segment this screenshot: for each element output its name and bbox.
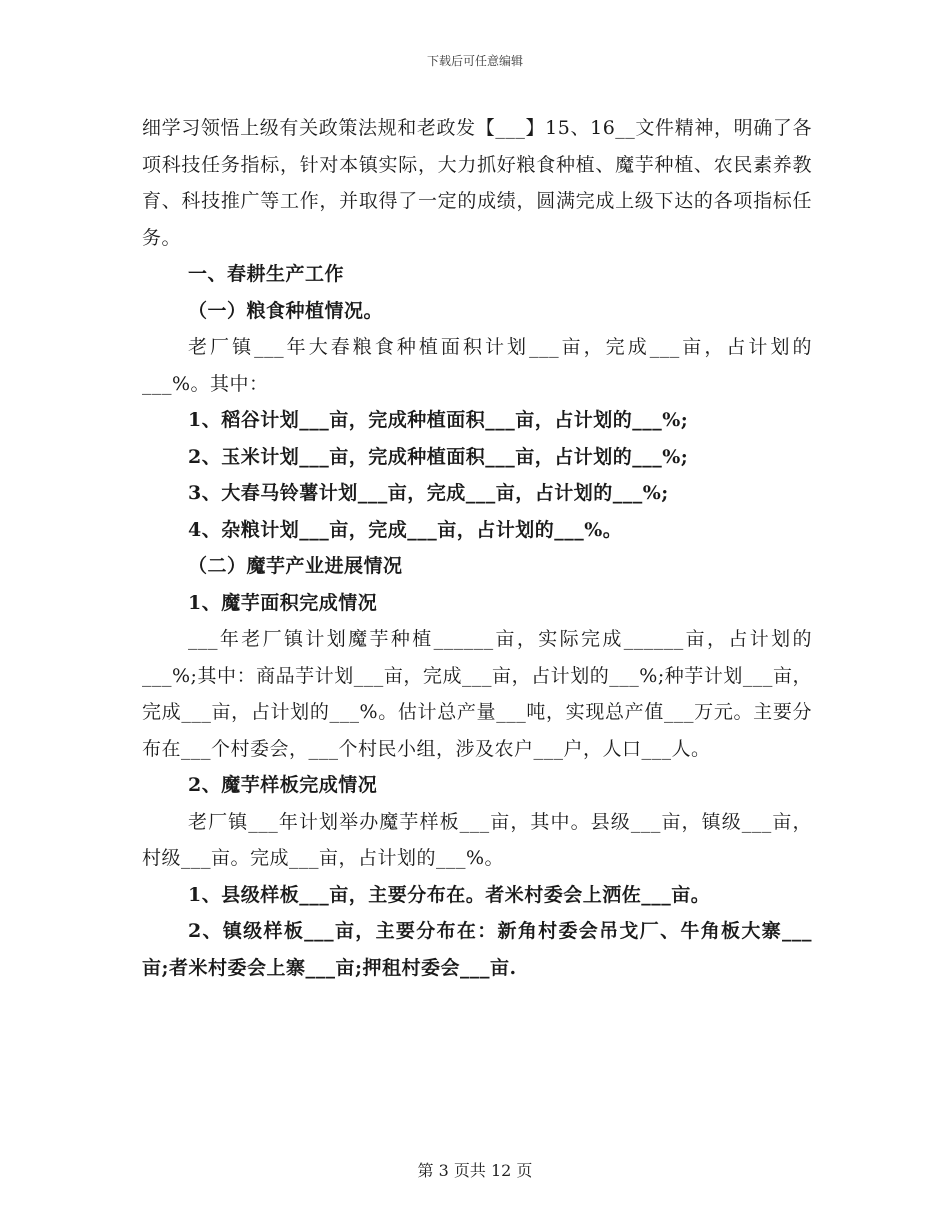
konjac-area-paragraph: ___年老厂镇计划魔芋种植______亩，实际完成______亩，占计划的___%;其中：商品芋计划___亩，完成___亩，占计划的___%;种芋计划___亩，完成___亩，占计划的___%。估计总产量___吨，实现总产值___万元。主要分布在___个村委会，___个村民小组，涉及农户___户，人口___人。: [142, 628, 812, 760]
list-item-potato: 3、大春马铃薯计划___亩，完成___亩，占计划的___%;: [188, 482, 669, 504]
konjac-sample-heading: 2、魔芋样板完成情况: [188, 774, 378, 796]
intro-paragraph: 细学习领悟上级有关政策法规和老政发【___】15、16__文件精神，明确了各项科技任务指标，针对本镇实际，大力抓好粮食种植、魔芋种植、农民素养教育、科技推广等工作，并取得了一定的成绩，圆满完成上级下达的各项指标任务。: [142, 117, 812, 249]
page-footer: 第 3 页共 12 页: [417, 1161, 533, 1180]
konjac-area-heading: 1、魔芋面积完成情况: [188, 591, 378, 614]
subsection-heading-konjac: （二）魔芋产业进展情况: [188, 555, 403, 577]
section-heading-spring-plowing: 一、春耕生产工作: [188, 263, 345, 285]
list-item-town-sample: 2、镇级样板___亩，主要分布在：新角村委会吊戈厂、牛角板大寨___亩;者米村委会上寨___亩;押租村委会___亩.: [142, 920, 812, 979]
document-body: [142, 110, 812, 986]
list-item-misc-grain: 4、杂粮计划___亩，完成___亩，占计划的___%。: [188, 518, 623, 541]
subsection-heading-grain: （一）粮食种植情况。: [188, 299, 384, 322]
page-header: 下载后可任意编辑: [426, 54, 523, 68]
konjac-sample-paragraph: 老厂镇___年计划举办魔芋样板___亩，其中。县级___亩，镇级___亩，村级___亩。完成___亩，占计划的___%。: [142, 810, 812, 869]
grain-summary-paragraph: 老厂镇___年大春粮食种植面积计划___亩，完成___亩，占计划的___%。其中：: [142, 336, 812, 395]
list-item-rice: 1、稻谷计划___亩，完成种植面积___亩，占计划的___%;: [188, 409, 689, 431]
list-item-county-sample: 1、县级样板___亩，主要分布在。者米村委会上洒佐___亩。: [188, 883, 711, 906]
list-item-corn: 2、玉米计划___亩，完成种植面积___亩，占计划的___%;: [188, 445, 689, 468]
